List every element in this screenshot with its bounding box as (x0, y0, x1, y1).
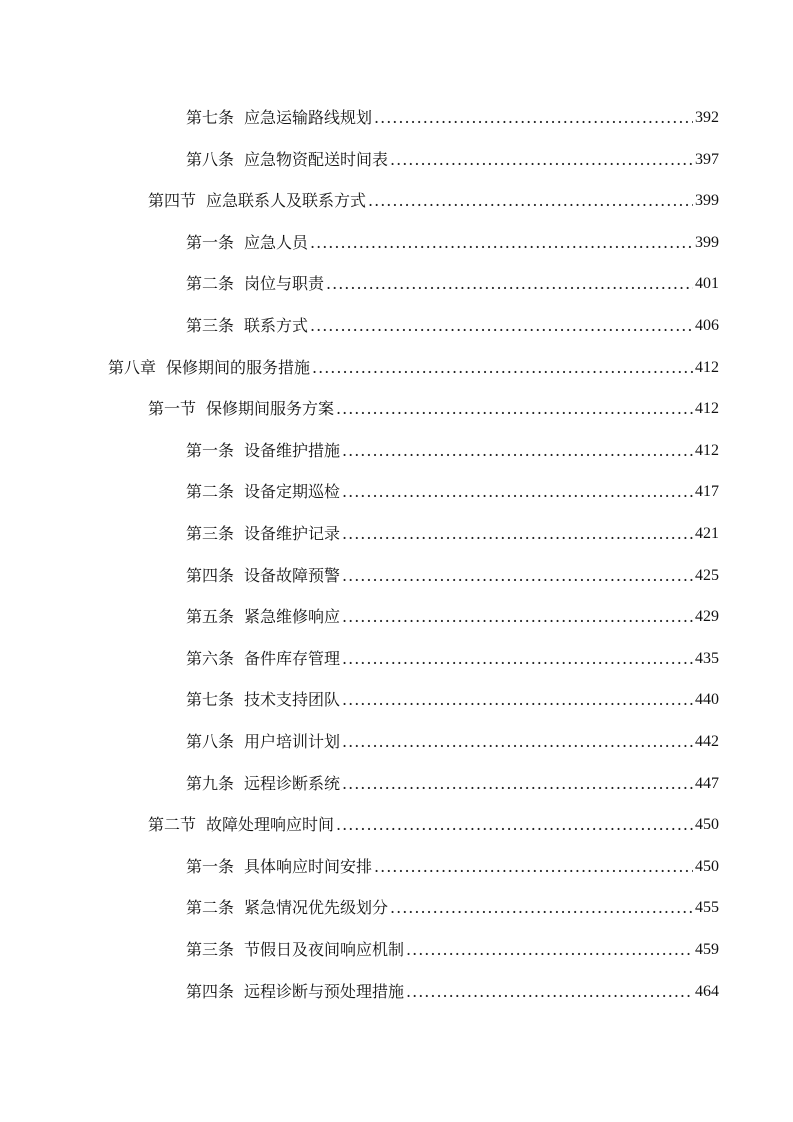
toc-entry-page-number: 450 (695, 857, 719, 875)
toc-entry-number: 第二条 (186, 482, 235, 502)
toc-entry-number: 第三条 (186, 524, 235, 543)
dot-leader (336, 399, 693, 419)
toc-entry-page-number: 406 (695, 317, 719, 334)
toc-entry-title: 设备故障预警 (244, 565, 341, 585)
dot-leader (374, 108, 693, 128)
toc-entry-page-number: 459 (695, 941, 719, 958)
toc-entry-number: 第四条 (186, 565, 235, 585)
toc-entry-article[interactable] (186, 686, 719, 710)
toc-entry-number: 第八条 (186, 732, 235, 751)
dot-leader (342, 482, 693, 502)
toc-entry-section[interactable] (148, 395, 719, 419)
toc-entry-number: 第五条 (186, 607, 235, 627)
toc-entry-page-number: 412 (695, 441, 719, 459)
dot-leader (368, 191, 693, 211)
toc-entry-page-number: 421 (695, 525, 719, 542)
toc-entry-title: 技术支持团队 (244, 690, 341, 710)
toc-entry-title: 紧急情况优先级划分 (244, 898, 389, 918)
toc-entry-article[interactable] (186, 437, 719, 461)
toc-entry-title: 应急人员 (244, 232, 309, 252)
toc-entry-number: 第一条 (186, 440, 235, 460)
toc-entry-page-number: 435 (695, 649, 719, 667)
toc-entry-article[interactable] (186, 104, 719, 128)
toc-entry-page-number: 447 (695, 774, 719, 792)
toc-entry-article[interactable] (186, 728, 719, 752)
toc-entry-title: 应急物资配送时间表 (244, 149, 389, 169)
toc-entry-page-number: 401 (695, 275, 719, 293)
toc-entry-page-number: 429 (695, 608, 719, 626)
toc-entry-page-number: 440 (695, 691, 719, 709)
toc-entry-chapter[interactable] (108, 354, 719, 378)
dot-leader (342, 690, 693, 710)
dot-leader (326, 274, 693, 294)
dot-leader (336, 815, 693, 835)
dot-leader (342, 732, 693, 752)
toc-entry-article[interactable] (186, 853, 719, 877)
toc-entry-page-number: 399 (695, 192, 719, 210)
toc-entry-number: 第二条 (186, 274, 235, 294)
toc-entry-article[interactable] (186, 312, 719, 336)
toc-entry-page-number: 464 (695, 982, 719, 1000)
toc-entry-number: 第二节 (148, 815, 197, 835)
toc-entry-number: 第七条 (186, 108, 235, 127)
toc-entry-title: 保修期间的服务措施 (166, 357, 311, 377)
toc-entry-number: 第一节 (148, 399, 197, 419)
toc-entry-title: 设备维护记录 (244, 524, 341, 543)
dot-leader (342, 649, 693, 669)
toc-entry-title: 节假日及夜间响应机制 (244, 940, 405, 959)
toc-entry-article[interactable] (186, 520, 719, 544)
toc-entry-article[interactable] (186, 978, 719, 1002)
toc-entry-number: 第八章 (108, 357, 157, 377)
dot-leader (390, 898, 693, 918)
toc-entry-title: 具体响应时间安排 (244, 856, 373, 876)
toc-entry-page-number: 399 (695, 233, 719, 251)
toc-entry-number: 第七条 (186, 690, 235, 710)
toc-entry-number: 第六条 (186, 648, 235, 668)
toc-entry-title: 设备定期巡检 (244, 482, 341, 502)
dot-leader (406, 982, 693, 1002)
toc-entry-article[interactable] (186, 270, 719, 294)
toc-entry-article[interactable] (186, 603, 719, 627)
toc-entry-section[interactable] (148, 187, 719, 211)
toc-entry-article[interactable] (186, 894, 719, 918)
dot-leader (342, 566, 693, 586)
toc-entry-article[interactable] (186, 146, 719, 170)
dot-leader (342, 441, 693, 461)
toc-entry-title: 远程诊断与预处理措施 (244, 981, 405, 1001)
toc-entry-number: 第三条 (186, 316, 235, 335)
dot-leader (310, 316, 693, 336)
toc-entry-title: 联系方式 (244, 316, 309, 335)
toc-entry-section[interactable] (148, 811, 719, 835)
dot-leader (310, 233, 693, 253)
toc-entry-page-number: 425 (695, 566, 719, 584)
toc-entry-number: 第三条 (186, 940, 235, 959)
toc-entry-page-number: 442 (695, 733, 719, 750)
toc-entry-title: 紧急维修响应 (244, 607, 341, 627)
toc-entry-number: 第一条 (186, 232, 235, 252)
toc-entry-page-number: 392 (695, 109, 719, 126)
toc-entry-title: 用户培训计划 (244, 732, 341, 751)
dot-leader (342, 524, 693, 544)
toc-entry-number: 第九条 (186, 773, 235, 793)
toc-entry-page-number: 412 (695, 400, 719, 418)
toc-entry-title: 远程诊断系统 (244, 773, 341, 793)
toc-entry-article[interactable] (186, 229, 719, 253)
toc-entry-page-number: 450 (695, 816, 719, 834)
toc-entry-page-number: 417 (695, 483, 719, 501)
toc-entry-article[interactable] (186, 562, 719, 586)
toc-entry-title: 设备维护措施 (244, 440, 341, 460)
toc-entry-article[interactable] (186, 645, 719, 669)
toc-entry-title: 故障处理响应时间 (206, 815, 335, 835)
toc-entry-article[interactable] (186, 478, 719, 502)
dot-leader (374, 857, 693, 877)
toc-entry-number: 第四条 (186, 981, 235, 1001)
toc-entry-page-number: 397 (695, 150, 719, 168)
toc-entry-title: 备件库存管理 (244, 648, 341, 668)
toc-entry-number: 第四节 (148, 191, 197, 211)
toc-entry-page-number: 412 (695, 358, 719, 376)
toc-entry-title: 岗位与职责 (244, 274, 325, 294)
dot-leader (390, 150, 693, 170)
dot-leader (342, 774, 693, 794)
toc-entry-title: 应急运输路线规划 (244, 108, 373, 127)
toc-entry-article[interactable] (186, 770, 719, 794)
dot-leader (312, 358, 693, 378)
dot-leader (406, 940, 693, 960)
toc-entry-title: 应急联系人及联系方式 (206, 191, 367, 211)
toc-entry-number: 第一条 (186, 856, 235, 876)
toc-entry-page-number: 455 (695, 899, 719, 917)
toc-entry-number: 第八条 (186, 149, 235, 169)
toc-entry-number: 第二条 (186, 898, 235, 918)
toc-entry-article[interactable] (186, 936, 719, 960)
toc-entry-title: 保修期间服务方案 (206, 399, 335, 419)
dot-leader (342, 607, 693, 627)
